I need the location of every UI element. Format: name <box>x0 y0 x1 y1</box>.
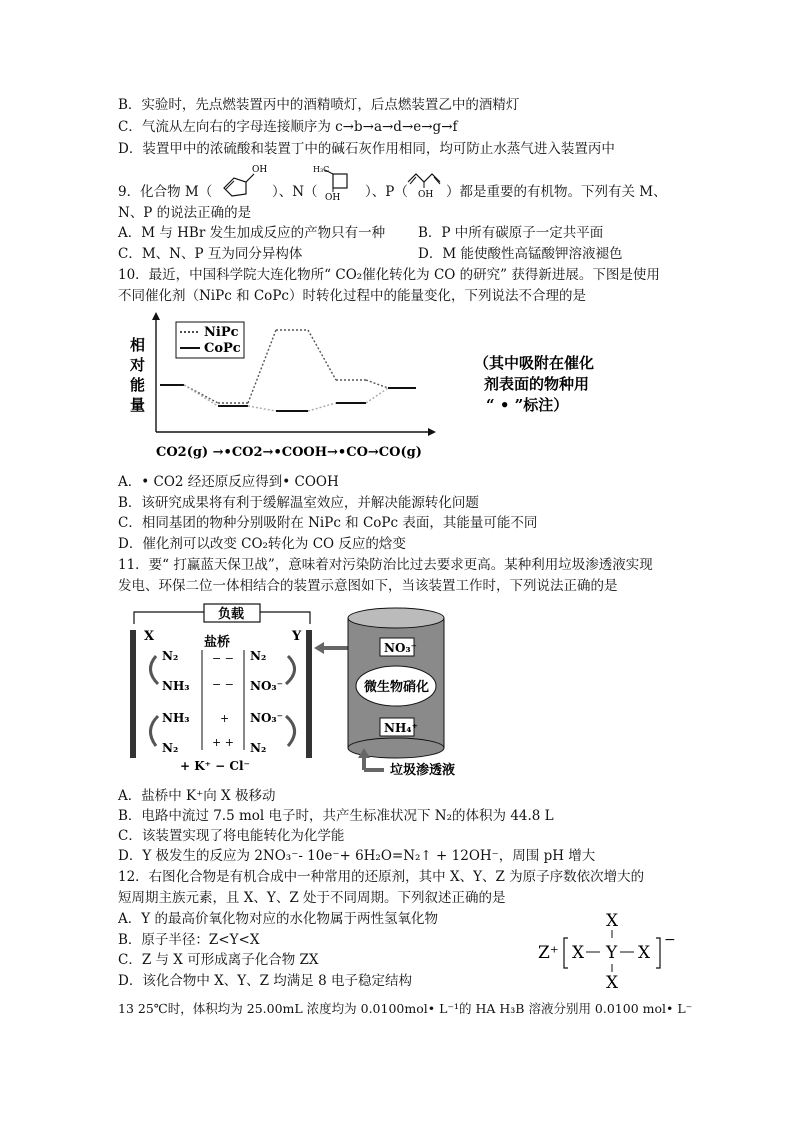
salt-bridge-label: 盐桥 <box>204 635 231 650</box>
electrode-x-label: X <box>144 629 155 644</box>
note-line-3: “ • ”标注） <box>486 396 569 414</box>
ionic-formula <box>530 908 690 994</box>
q13-stem: 13 25℃时，体积均为 25.00mL 浓度均为 0.0100mol• L⁻¹的 HA H₃B 溶液分别用 0.0100 mol• L⁻ <box>118 1001 693 1016</box>
ylabel-2: 对 <box>130 356 146 374</box>
cyl-nh4-label: NH₄⁺ <box>384 721 418 735</box>
ylabel-1: 相 <box>130 336 146 354</box>
note-line-1: （其中吸附在催化 <box>474 354 595 372</box>
q10-stem-2: 不同催化剂（NiPc 和 CoPc）时转化过程中的能量变化，下列说法不合理的是 <box>118 288 586 304</box>
cyl-no3-label: NO₃⁻ <box>384 641 418 655</box>
oh-label: OH <box>325 193 341 200</box>
q9-option-c: C．M、N、P 互为同分异构体 <box>118 246 303 262</box>
q9-stem-2: N、P 的说法正确的是 <box>118 205 252 221</box>
left-nh3-top: NH₃ <box>162 679 190 693</box>
q8-option-b: B．实验时，先点燃装置丙中的酒精喷灯，后点燃装置乙中的酒精灯 <box>118 97 520 113</box>
formula-x-right: X <box>638 943 651 963</box>
right-no3-top: NO₃⁻ <box>250 679 284 693</box>
electrochem-diagram <box>124 600 544 776</box>
q11-option-d: D．Y 极发生的反应为 2NO₃⁻- 10e⁻+ 6H₂O=N₂↑ + 12OH⁻，周围 pH 增大 <box>118 848 596 864</box>
x-axis-label: CO2(g) →•CO2→•COOH→•CO→CO(g) <box>156 445 422 460</box>
q11-stem-1: 11．要“ 打赢蓝天保卫战”，意味着对污染防治比过去要求更高。某种利用垃圾渗透液实现 <box>118 557 653 573</box>
compound-n-structure <box>313 160 363 200</box>
electrode-x <box>130 630 136 758</box>
q11-option-a: A．盐桥中 K⁺向 X 极移动 <box>118 788 276 804</box>
q9-option-d: D．M 能使酸性高锰酸钾溶液褪色 <box>418 246 623 262</box>
ylabel-3: 能 <box>130 376 146 394</box>
q9-stem-start: 9．化合物 M（ <box>118 184 213 200</box>
left-n2-bottom: N₂ <box>162 741 179 755</box>
q9-option-a: A．M 与 HBr 发生加成反应的产物只有一种 <box>118 225 386 241</box>
compound-p-structure <box>404 160 452 200</box>
q9-stem-p: ）、P（ <box>365 184 408 200</box>
ions-label: + K⁺ − Cl⁻ <box>180 759 250 773</box>
q9-option-b: B．P 中所有碳原子一定共平面 <box>418 225 604 241</box>
left-nh3-bottom: NH₃ <box>162 711 190 725</box>
electrode-y-label: Y <box>292 629 302 644</box>
q9-stem-n: ）、N（ <box>272 184 318 200</box>
svg-text:− −: − − <box>212 678 234 691</box>
q12-option-d: D．该化合物中 X、Y、Z 均满足 8 电子稳定结构 <box>118 973 412 989</box>
q8-option-c: C．气流从左向右的字母连接顺序为 c→b→a→d→e→g→f <box>118 119 458 135</box>
q11-option-b: B．电路中流过 7.5 mol 电子时，共产生标准状况下 N₂的体积为 44.8 L <box>118 808 554 824</box>
q10-option-d: D．催化剂可以改变 CO₂转化为 CO 反应的焓变 <box>118 536 406 552</box>
q12-stem-2: 短周期主族元素，且 X、Y、Z 处于不同周期。下列叙述正确的是 <box>118 890 506 906</box>
formula-x-left: X <box>572 943 585 963</box>
formula-x-top: X <box>606 911 619 931</box>
electrode-y <box>306 630 312 758</box>
q8-option-d: D．装置甲中的浓硫酸和装置丁中的碱石灰作用相同，均可防止水蒸气进入装置丙中 <box>118 141 615 157</box>
oh-label: OH <box>418 190 434 200</box>
svg-text:+: + <box>220 712 230 725</box>
q12-option-a: A．Y 的最高价氧化物对应的水化物属于两性氢氧化物 <box>118 911 438 927</box>
q11-stem-2: 发电、环保二位一体相结合的装置示意图如下，当该装置工作时，下列说法正确的是 <box>118 578 618 594</box>
q12-option-c: C．Z 与 X 可形成离子化合物 ZX <box>118 952 319 968</box>
svg-text:− −: − − <box>212 652 234 665</box>
q11-option-c: C．该装置实现了将电能转化为化学能 <box>118 828 345 844</box>
q12-option-b: B．原子半径：Z<Y<X <box>118 932 260 948</box>
right-n2-bottom: N₂ <box>250 741 267 755</box>
formula-charge: − <box>664 932 676 948</box>
ylabel-4: 量 <box>130 396 146 414</box>
left-n2-top: N₂ <box>162 649 179 663</box>
formula-x-bottom: X <box>606 973 619 993</box>
oh-label: OH <box>252 165 268 175</box>
h3c-label: H₃C <box>313 165 330 174</box>
legend-copc: CoPc <box>204 341 241 356</box>
load-label: 负载 <box>218 607 245 622</box>
q9-stem-end: ）都是重要的有机物。下列有关 M、 <box>446 184 667 200</box>
q12-stem-1: 12．右图化合物是有机合成中一种常用的还原剂，其中 X、Y、Z 为原子序数依次增大的 <box>118 869 645 885</box>
svg-text:+ +: + + <box>212 736 234 749</box>
right-no3-bottom: NO₃⁻ <box>250 711 284 725</box>
microbe-label: 微生物硝化 <box>364 680 430 695</box>
q10-option-a: A．• CO2 经还原反应得到• COOH <box>118 474 339 490</box>
copc-series <box>160 385 416 411</box>
compound-m-structure <box>212 160 272 200</box>
formula-y: Y <box>606 943 618 963</box>
leachate-label: 垃圾渗透液 <box>390 763 456 776</box>
legend-nipc: NiPc <box>204 325 239 340</box>
right-n2-top: N₂ <box>250 649 267 663</box>
note-line-2: 剂表面的物种用 <box>484 375 590 393</box>
q10-option-b: B．该研究成果将有利于缓解温室效应，并解决能源转化问题 <box>118 495 479 511</box>
energy-diagram <box>124 310 684 470</box>
q10-stem-1: 10．最近，中国科学院大连化物所“ CO₂催化转化为 CO 的研究” 获得新进展。下图是使用 <box>118 267 660 283</box>
q10-option-c: C．相同基团的物种分别吸附在 NiPc 和 CoPc 表面，其能量可能不同 <box>118 515 538 531</box>
formula-z: Z⁺ <box>538 943 559 963</box>
